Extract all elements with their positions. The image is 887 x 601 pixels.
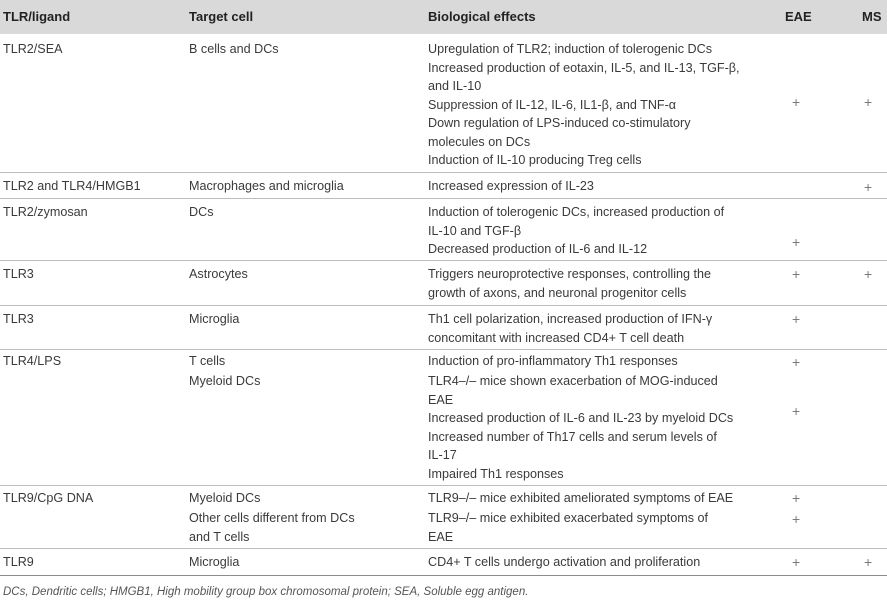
eae-plus-mark: + xyxy=(792,511,801,527)
eae-plus-mark: + xyxy=(792,234,801,250)
cell-target: T cells xyxy=(189,354,226,368)
eae-plus-mark: + xyxy=(792,403,801,419)
cell-ligand: TLR2/SEA xyxy=(3,42,63,56)
cell-effect: growth of axons, and neuronal progenitor cells xyxy=(428,285,687,300)
cell-effect: Upregulation of TLR2; induction of tolerogenic DCs xyxy=(428,42,712,56)
eae-plus-mark: + xyxy=(792,490,801,506)
eae-plus-mark: + xyxy=(792,266,801,282)
cell-target: Myeloid DCs xyxy=(189,491,261,505)
cell-ligand: TLR9/CpG DNA xyxy=(3,491,94,505)
cell-effect: Increased production of eotaxin, IL-5, and IL-13, TGF-β, xyxy=(428,60,740,75)
header-ms: MS xyxy=(862,9,882,24)
cell-effect: Impaired Th1 responses xyxy=(428,466,564,481)
cell-effect: TLR9–/– mice exhibited exacerbated symptoms of xyxy=(428,511,708,525)
cell-ligand: TLR2 and TLR4/HMGB1 xyxy=(3,179,141,193)
row-divider xyxy=(0,485,887,486)
header-target-cell: Target cell xyxy=(189,9,254,24)
cell-target: Macrophages and microglia xyxy=(189,179,344,193)
cell-target: Microglia xyxy=(189,555,240,569)
row-divider xyxy=(0,349,887,350)
cell-effect: molecules on DCs xyxy=(428,134,531,149)
cell-effect: Increased number of Th17 cells and serum levels of xyxy=(428,429,717,444)
cell-target: Myeloid DCs xyxy=(189,374,261,388)
cell-effect: Suppression of IL-12, IL-6, IL1-β, and TNF-α xyxy=(428,97,677,112)
cell-effect: concomitant with increased CD4+ T cell death xyxy=(428,330,685,345)
cell-effect: Down regulation of LPS-induced co-stimulatory xyxy=(428,116,691,130)
table-header xyxy=(0,0,887,34)
eae-plus-mark: + xyxy=(792,311,801,327)
cell-ligand: TLR3 xyxy=(3,312,34,326)
cell-target: Other cells different from DCs xyxy=(189,511,355,525)
eae-plus-mark: + xyxy=(792,94,801,110)
row-divider xyxy=(0,548,887,549)
table-footnote: DCs, Dendritic cells; HMGB1, High mobility group box chromosomal protein; SEA, Soluble egg antigen. xyxy=(3,586,529,598)
cell-effect: Induction of IL-10 producing Treg cells xyxy=(428,153,642,167)
cell-ligand: TLR9 xyxy=(3,555,34,569)
cell-effect: Decreased production of IL-6 and IL-12 xyxy=(428,242,648,256)
row-divider xyxy=(0,305,887,306)
cell-ligand: TLR3 xyxy=(3,267,34,281)
cell-effect: CD4+ T cells undergo activation and proliferation xyxy=(428,555,701,569)
ms-plus-mark: + xyxy=(864,94,873,110)
ms-plus-mark: + xyxy=(864,179,873,195)
cell-effect: Induction of tolerogenic DCs, increased production of xyxy=(428,205,725,219)
ms-plus-mark: + xyxy=(864,266,873,282)
cell-effect: and IL-10 xyxy=(428,79,482,93)
cell-effect: Increased production of IL-6 and IL-23 by myeloid DCs xyxy=(428,411,734,425)
eae-plus-mark: + xyxy=(792,354,801,370)
cell-effect: Induction of pro-inflammatory Th1 responses xyxy=(428,354,678,368)
cell-effect: EAE xyxy=(428,392,454,407)
cell-target: DCs xyxy=(189,205,214,219)
cell-target: Microglia xyxy=(189,312,240,326)
cell-ligand: TLR2/zymosan xyxy=(3,205,88,219)
row-divider xyxy=(0,198,887,199)
cell-effect: Th1 cell polarization, increased production of IFN-γ xyxy=(428,312,713,326)
cell-effect: TLR9–/– mice exhibited ameliorated symptoms of EAE xyxy=(428,491,734,505)
row-divider xyxy=(0,172,887,173)
cell-effect: Triggers neuroprotective responses, controlling the xyxy=(428,267,712,281)
cell-target: and T cells xyxy=(189,529,250,544)
cell-target: B cells and DCs xyxy=(189,42,279,56)
cell-ligand: TLR4/LPS xyxy=(3,354,62,368)
row-divider xyxy=(0,260,887,261)
header-eae: EAE xyxy=(785,9,812,24)
table-bottom-rule xyxy=(0,575,887,576)
eae-plus-mark: + xyxy=(792,554,801,570)
cell-effect: Increased expression of IL-23 xyxy=(428,179,594,193)
cell-effect: IL-17 xyxy=(428,448,457,462)
cell-effect: TLR4–/– mice shown exacerbation of MOG-induced xyxy=(428,374,718,388)
header-tlr-ligand: TLR/ligand xyxy=(3,9,71,24)
header-biological-effects: Biological effects xyxy=(428,9,536,24)
cell-effect: IL-10 and TGF-β xyxy=(428,223,522,238)
cell-effect: EAE xyxy=(428,529,454,544)
ms-plus-mark: + xyxy=(864,554,873,570)
cell-target: Astrocytes xyxy=(189,267,248,281)
